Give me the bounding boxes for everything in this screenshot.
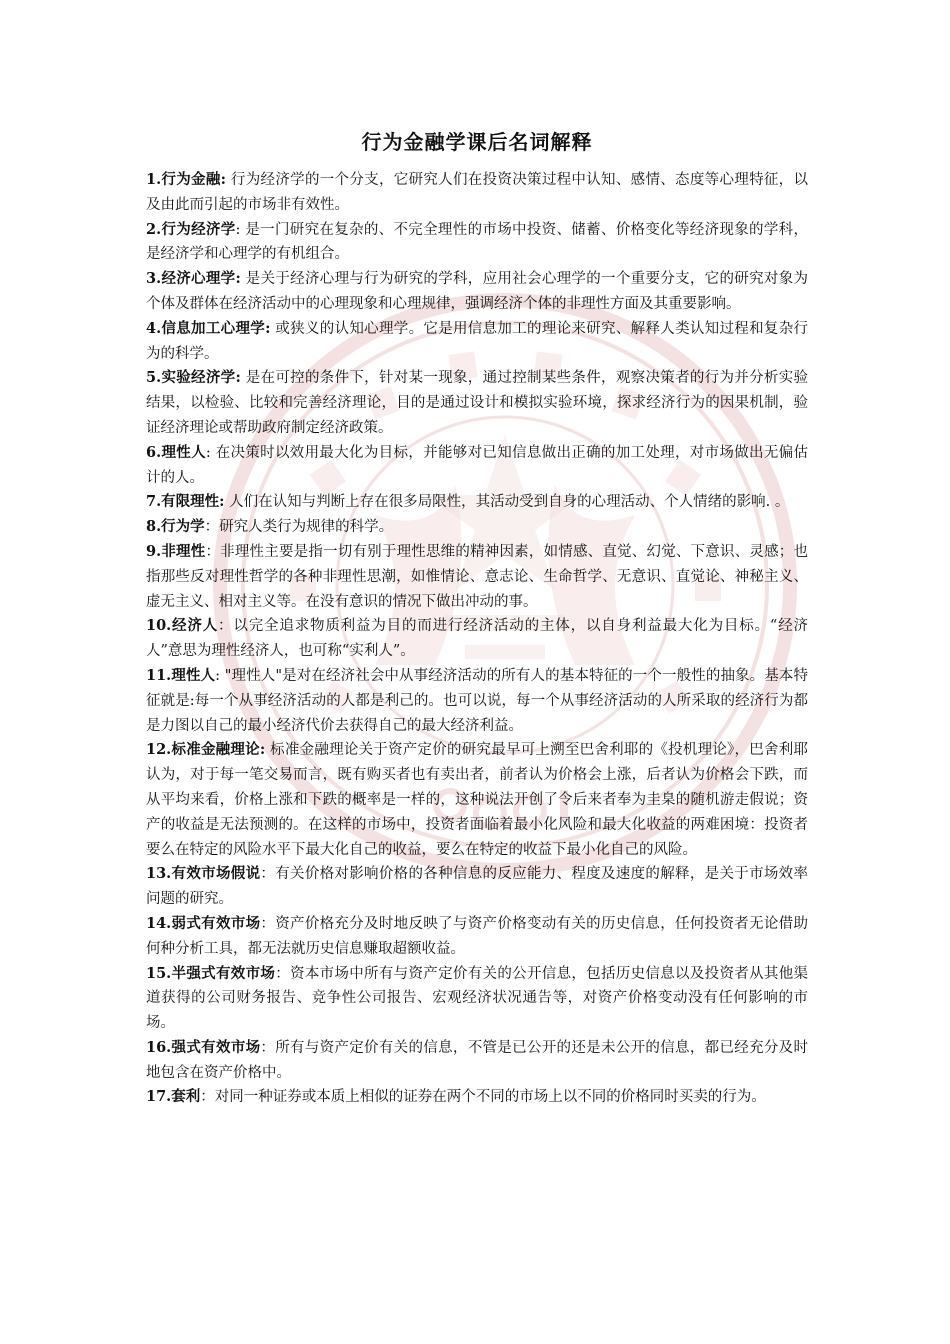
document-title: 行为金融学课后名词解释 <box>361 130 593 154</box>
entry-term: 2.行为经济学 <box>146 220 236 238</box>
entry-term: 14.弱式有效市场 <box>146 914 261 932</box>
entry-term: 7.有限理性: <box>146 493 225 511</box>
entry-term: 13.有效市场假说 <box>146 865 261 883</box>
entry-weak-form-efficient-market <box>146 912 808 962</box>
entry-definition: 人们在认知与判断上存在很多局限性，其活动受到自身的心理活动、个人情绪的影响. 。 <box>224 494 790 511</box>
entry-term: 6.理性人 <box>146 443 206 461</box>
entry-term: 1.行为金融: <box>146 171 227 188</box>
entry-term: 3.经济心理学: <box>146 270 241 288</box>
entry-definition: ：资产价格充分及时地反映了与资产价格变动有关的历史信息，任何投资者无论借助何种分析工具，都无法就历史信息赚取超额收益。 <box>146 915 808 957</box>
entry-definition: 标准金融理论关于资产定价的研究最早可上溯至巴舍利耶的《投机理论》，巴舍利耶认为，对于每一笔交易而言，既有购买者也有卖出者，前者认为价格会上涨，后者认为价格会下跌，而从平均来看，价格上涨和下跌的概率是一样的，这种说法开创了令后来者奉为圭臬的随机游走假说；资产的收益是无法预测的。在这样的市场中，投资者面临着最小化风险和最大化收益的两难困境：投资者要么在特定的风险水平下最大化自己的收益，要么在特定的收益下最小化自己的风险。 <box>146 742 808 858</box>
entry-term: 4.信息加工心理学: <box>146 319 271 337</box>
entry-definition: : "理性人"是对在经济社会中从事经济活动的所有人的基本特征的一个一般性的抽象。基本特征就是:每一个从事经济活动的人都是利己的。也可以说，每一个从事经济活动的人所采取的经济行为都是力图以自己的最小经济代价去获得自己的最大经济利益。 <box>146 667 808 734</box>
entry-definition: 是关于经济心理与行为研究的学科，应用社会心理学的一个重要分支，它的研究对象为个体及群体在经济活动中的心理现象和心理规律，强调经济个体的非理性方面及其重要影响。 <box>146 271 808 312</box>
entry-behavioral-finance <box>146 168 808 218</box>
entry-economic-man <box>146 614 808 664</box>
entry-definition: ：以完全追求物质利益为目的而进行经济活动的主体，以自身利益最大化为目标。“经济人”意思为理性经济人，也可称“实利人”。 <box>146 618 808 660</box>
entry-behavioral-science <box>146 515 808 540</box>
entry-bounded-rationality <box>146 490 808 515</box>
entry-term: 5.实验经济学: <box>146 369 241 387</box>
entry-arbitrage <box>146 1085 808 1110</box>
entry-term: 17.套利 <box>146 1088 201 1106</box>
entry-strong-form-efficient-market <box>146 1036 808 1086</box>
entry-behavioral-economics <box>146 218 808 268</box>
entry-definition: ：非理性主要是指一切有别于理性思维的精神因素，如情感、直觉、幻觉、下意识、灵感；也指那些反对理性哲学的各种非理性思潮，如惟情论、意志论、生命哲学、无意识、直觉论、神秘主义、虚无主义、相对主义等。在没有意识的情况下做出冲动的事。 <box>146 543 809 610</box>
entry-term: 9.非理性 <box>146 542 206 560</box>
entry-term: 11.理性人 <box>146 666 216 684</box>
entry-definition: : 是一门研究在复杂的、不完全理性的市场中投资、储蓄、价格变化等经济现象的学科，是经济学和心理学的有机组合。 <box>146 221 808 263</box>
entry-definition: 行为经济学的一个分支，它研究人们在投资决策过程中认知、感情、态度等心理特征，以及由此而引起的市场非有效性。 <box>146 172 808 213</box>
document-body <box>146 128 808 1110</box>
entry-term: 16.强式有效市场 <box>146 1038 261 1056</box>
entry-definition: ：资本市场中所有与资产定价有关的公开信息，包括历史信息以及投资者从其他渠道获得的公司财务报告、竞争性公司报告、宏观经济状况通告等，对资产价格变动没有任何影响的市场。 <box>146 965 808 1032</box>
entry-definition: ：有关价格对影响价格的各种信息的反应能力、程度及速度的解释，是关于市场效率问题的研究。 <box>146 866 808 908</box>
entry-definition: ：研究人类行为规律的科学。 <box>204 519 394 536</box>
entry-rational-person-2 <box>146 664 808 738</box>
entry-efficient-market-hypothesis <box>146 862 808 912</box>
entry-term: 15.半强式有效市场 <box>146 964 276 982</box>
entry-definition: 或狭义的认知心理学。它是用信息加工的理论来研究、解释人类认知过程和复杂行为的科学。 <box>146 320 808 362</box>
entry-definition: ：所有与资产定价有关的信息，不管是已公开的还是未公开的信息，都已经充分及时地包含在资产价格中。 <box>146 1039 808 1081</box>
entry-economic-psychology <box>146 267 808 317</box>
entry-irrationality <box>146 540 808 614</box>
entry-term: 12.标准金融理论: <box>146 741 266 759</box>
entry-definition: ：对同一种证券或本质上相似的证券在两个不同的市场上以不同的价格同时买卖的行为。 <box>200 1089 766 1106</box>
entry-definition: 是在可控的条件下，针对某一现象，通过控制某些条件，观察决策者的行为并分析实验结果，以检验、比较和完善经济理论，目的是通过设计和模拟实验环境，探求经济行为的因果机制，验证经济理论或帮助政府制定经济政策。 <box>146 370 808 436</box>
entry-experimental-economics <box>146 366 808 440</box>
entry-term: 8.行为学 <box>146 518 205 536</box>
entry-information-processing-psychology <box>146 317 808 367</box>
entry-definition: : 在决策时以效用最大化为目标，并能够对已知信息做出正确的加工处理，对市场做出无偏估计的人。 <box>146 444 808 486</box>
entry-rational-person <box>146 441 808 491</box>
entry-standard-finance-theory <box>146 738 808 862</box>
entry-semi-strong-efficient-market <box>146 962 808 1036</box>
entry-term: 10.经济人 <box>146 617 219 635</box>
